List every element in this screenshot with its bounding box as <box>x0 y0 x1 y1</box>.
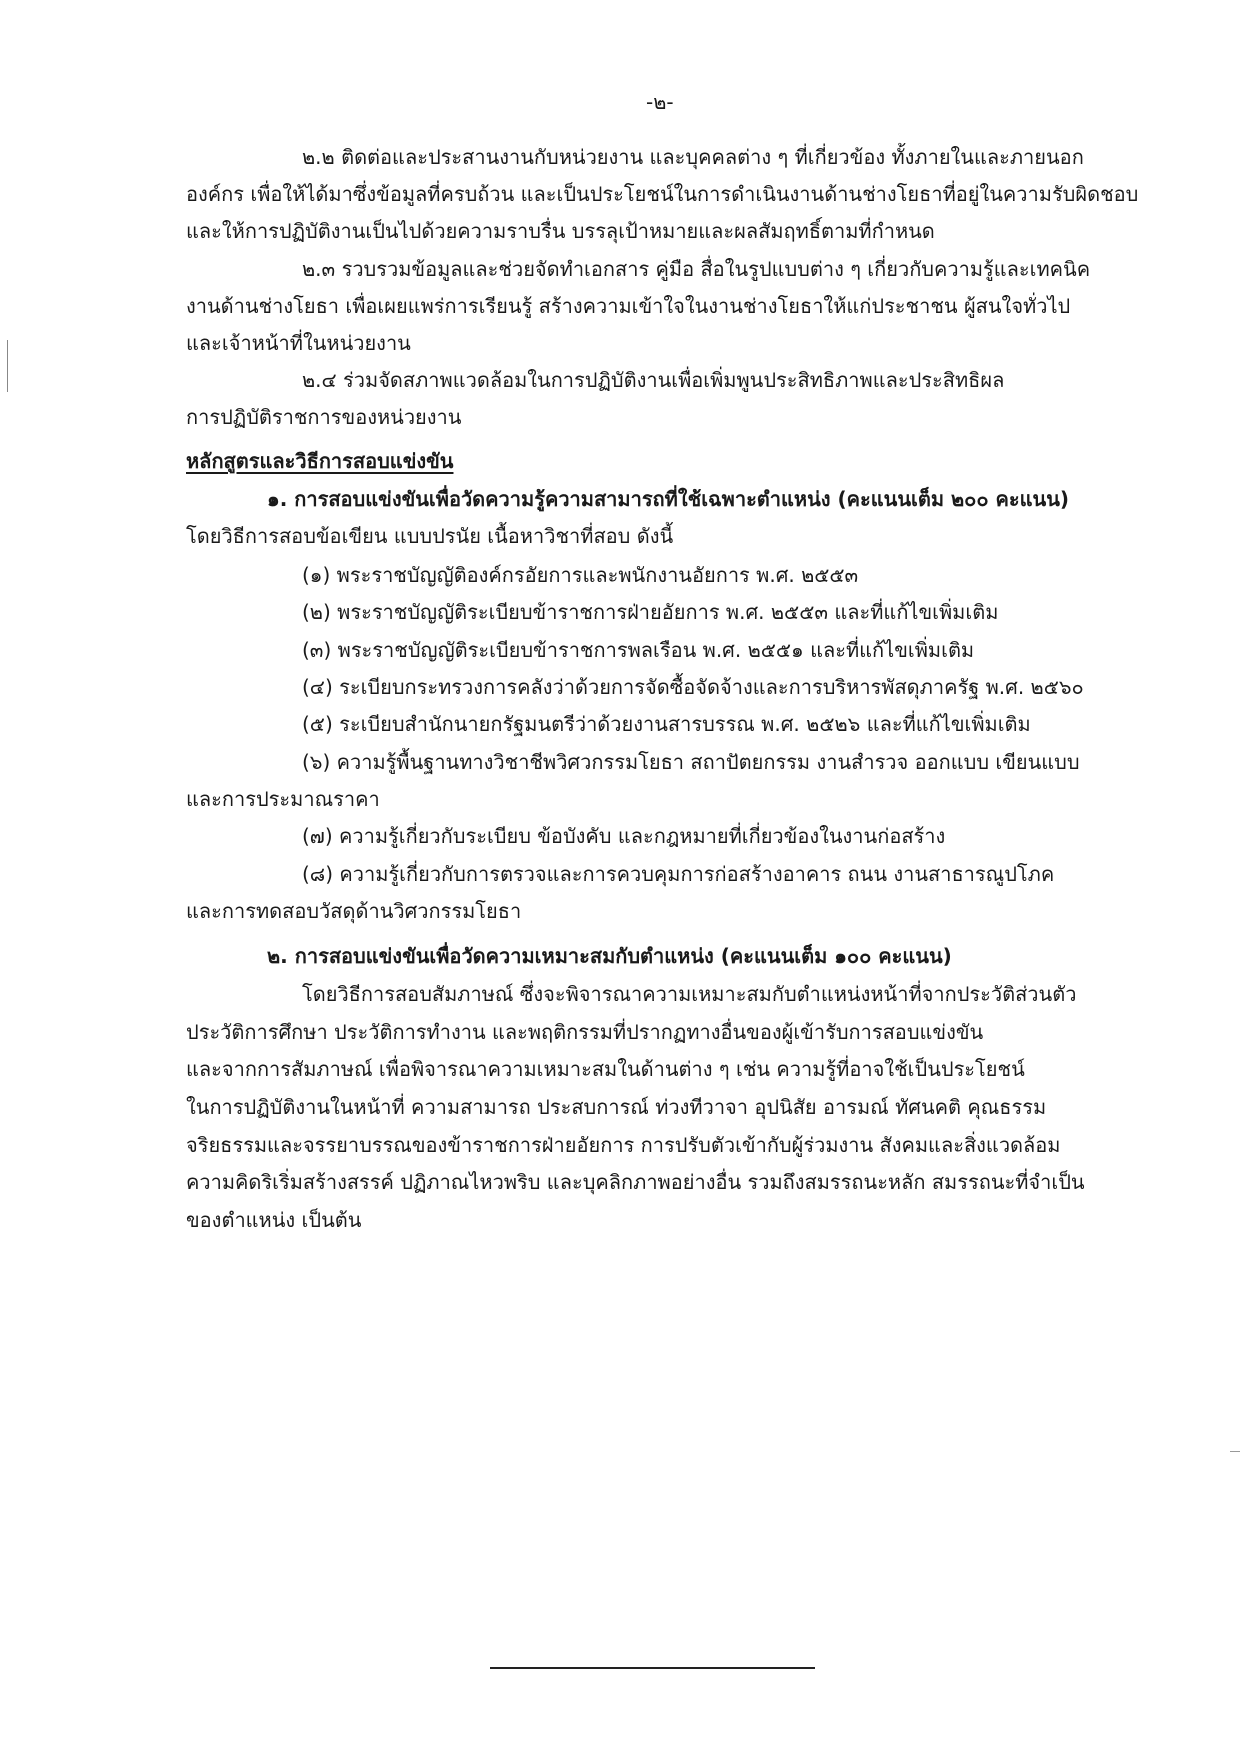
exam-2-line-1: โดยวิธีการสอบสัมภาษณ์ ซึ่งจะพิจารณาความเหมาะสมกับตำแหน่งหน้าที่จากประวัติส่วนตัว <box>302 982 1077 1006</box>
exam-1-item-3: (๓) พระราชบัญญัติระเบียบข้าราชการพลเรือน พ.ศ. ๒๕๕๑ และที่แก้ไขเพิ่มเติม <box>302 638 975 662</box>
exam-1-item-5: (๕) ระเบียบสำนักนายกรัฐมนตรีว่าด้วยงานสารบรรณ พ.ศ. ๒๕๒๖ และที่แก้ไขเพิ่มเติม <box>302 712 1031 736</box>
exam-1-item-6: (๖) ความรู้พื้นฐานทางวิชาชีพวิศวกรรมโยธา สถาปัตยกรรม งานสำรวจ ออกแบบ เขียนแบบ <box>302 750 1080 774</box>
exam-2-line-6: ความคิดริเริ่มสร้างสรรค์ ปฏิภาณไหวพริบ และบุคลิกภาพอย่างอื่น รวมถึงสมรรถนะหลัก สมรรถนะที่จำเป็น <box>186 1170 1085 1194</box>
section-2-2-line-2: องค์กร เพื่อให้ได้มาซึ่งข้อมูลที่ครบถ้วน และเป็นประโยชน์ในการดำเนินงานด้านช่างโยธาที่อยู่ในความรับผิดชอบ <box>186 182 1139 206</box>
exam-1-item-8: (๘) ความรู้เกี่ยวกับการตรวจและการควบคุมการก่อสร้างอาคาร ถนน งานสาธารณูปโภค <box>302 862 1055 886</box>
section-2-4-line-2: การปฏิบัติราชการของหน่วยงาน <box>186 405 462 429</box>
exam-1-heading: ๑. การสอบแข่งขันเพื่อวัดความรู้ความสามารถที่ใช้เฉพาะตำแหน่ง (คะแนนเต็ม ๒๐๐ คะแนน) <box>267 487 1070 511</box>
exam-2-line-3: และจากการสัมภาษณ์ เพื่อพิจารณาความเหมาะสมในด้านต่าง ๆ เช่น ความรู้ที่อาจใช้เป็นประโยชน์ <box>186 1057 1025 1081</box>
exam-1-item-4: (๔) ระเบียบกระทรวงการคลังว่าด้วยการจัดซื้อจัดจ้างและการบริหารพัสดุภาครัฐ พ.ศ. ๒๕๖๐ <box>302 675 1084 699</box>
exam-1-item-6-cont: และการประมาณราคา <box>186 787 380 811</box>
section-2-4-line-1: ๒.๔ ร่วมจัดสภาพแวดล้อมในการปฏิบัติงานเพื่อเพิ่มพูนประสิทธิภาพและประสิทธิผล <box>302 368 1005 392</box>
section-2-3-line-3: และเจ้าหน้าที่ในหน่วยงาน <box>186 331 411 355</box>
exam-2-heading: ๒. การสอบแข่งขันเพื่อวัดความเหมาะสมกับตำแหน่ง (คะแนนเต็ม ๑๐๐ คะแนน) <box>267 944 952 968</box>
edge-mark <box>1230 1451 1240 1452</box>
margin-mark <box>7 340 8 392</box>
exam-2-line-2: ประวัติการศึกษา ประวัติการทำงาน และพฤติกรรมที่ปรากฏทางอื่นของผู้เข้ารับการสอบแข่งขัน <box>186 1020 984 1044</box>
section-2-3-line-1: ๒.๓ รวบรวมข้อมูลและช่วยจัดทำเอกสาร คู่มือ สื่อในรูปแบบต่าง ๆ เกี่ยวกับความรู้และเทคนิค <box>302 257 1091 281</box>
exam-1-item-7: (๗) ความรู้เกี่ยวกับระเบียบ ข้อบังคับ และกฎหมายที่เกี่ยวข้องในงานก่อสร้าง <box>302 824 946 848</box>
page-number: -๒- <box>646 90 674 114</box>
section-2-3-line-2: งานด้านช่างโยธา เพื่อเผยแพร่การเรียนรู้ สร้างความเข้าใจในงานช่างโยธาให้แก่ประชาชน ผู้สนใจทั่วไป <box>186 294 1071 318</box>
exam-2-line-5: จริยธรรมและจรรยาบรรณของข้าราชการฝ่ายอัยการ การปรับตัวเข้ากับผู้ร่วมงาน สังคมและสิ่งแวดล้อม <box>186 1133 1061 1157</box>
section-2-2-line-1: ๒.๒ ติดต่อและประสานงานกับหน่วยงาน และบุคคลต่าง ๆ ที่เกี่ยวข้อง ทั้งภายในและภายนอก <box>302 145 1084 169</box>
section-2-2-line-3: และให้การปฏิบัติงานเป็นไปด้วยความราบรื่น บรรลุเป้าหมายและผลสัมฤทธิ์ตามที่กำหนด <box>186 219 935 243</box>
exam-1-item-8-cont: และการทดสอบวัสดุด้านวิศวกรรมโยธา <box>186 899 522 923</box>
end-rule <box>490 1667 815 1669</box>
exam-2-line-7: ของตำแหน่ง เป็นต้น <box>186 1208 362 1232</box>
exam-1-item-2: (๒) พระราชบัญญัติระเบียบข้าราชการฝ่ายอัยการ พ.ศ. ๒๕๕๓ และที่แก้ไขเพิ่มเติม <box>302 600 999 624</box>
exam-1-intro: โดยวิธีการสอบข้อเขียน แบบปรนัย เนื้อหาวิชาที่สอบ ดังนี้ <box>186 524 674 548</box>
exam-2-line-4: ในการปฏิบัติงานในหน้าที่ ความสามารถ ประสบการณ์ ท่วงทีวาจา อุปนิสัย อารมณ์ ทัศนคติ คุณธรรม <box>186 1095 1047 1119</box>
exam-1-item-1: (๑) พระราชบัญญัติองค์กรอัยการและพนักงานอัยการ พ.ศ. ๒๕๕๓ <box>302 563 859 587</box>
curriculum-heading: หลักสูตรและวิธีการสอบแข่งขัน <box>186 449 454 473</box>
